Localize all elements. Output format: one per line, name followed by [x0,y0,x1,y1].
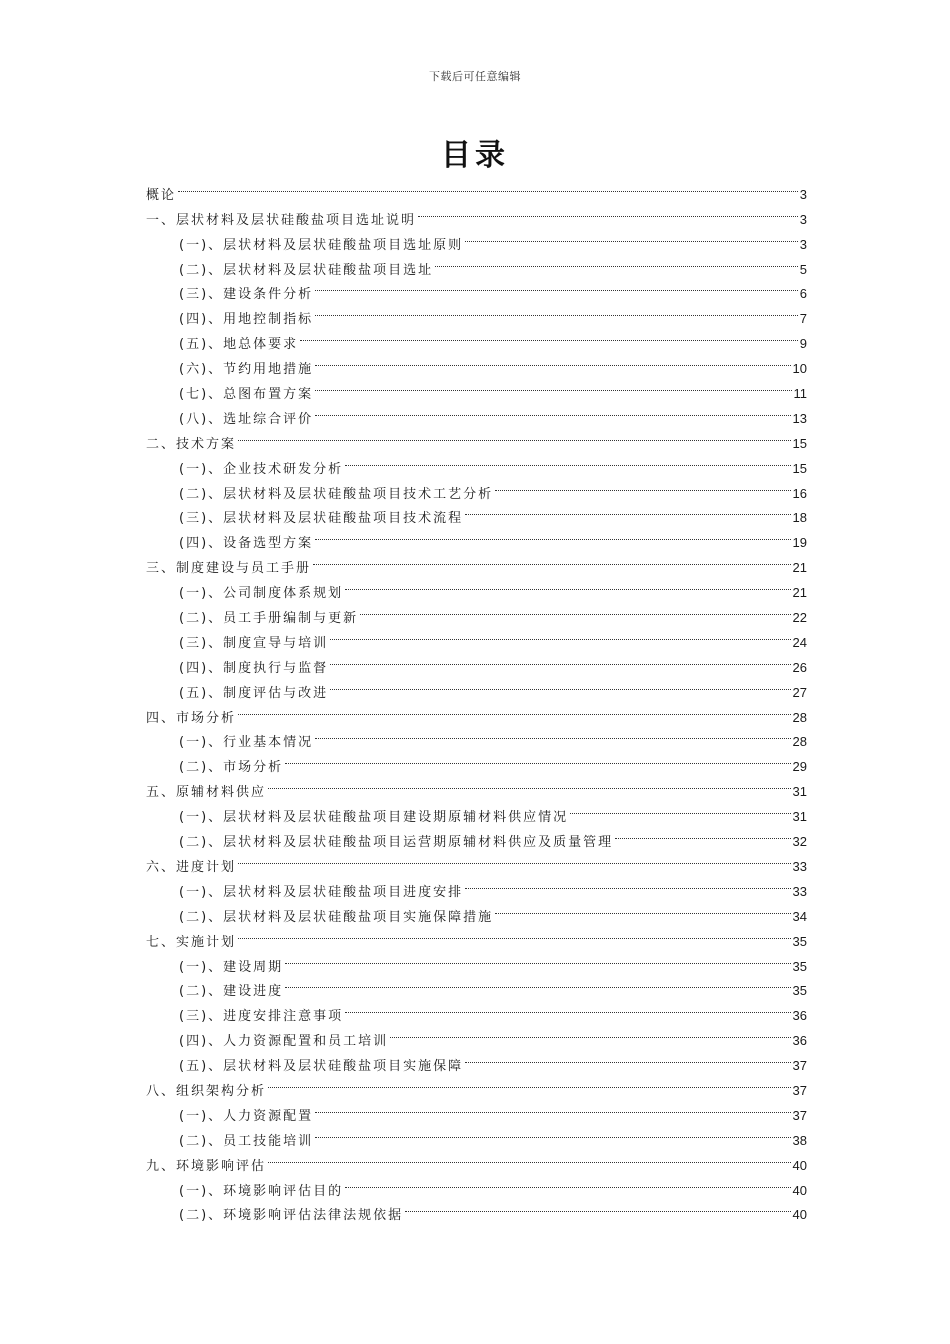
toc-page-number: 16 [792,485,807,501]
toc-chapter-entry[interactable] [146,921,807,950]
toc-entry-label: (四)、制度执行与监督 [179,660,329,676]
toc-page-number: 35 [792,958,807,974]
toc-dot-leader [465,224,798,249]
toc-page-number: 40 [792,1157,807,1173]
toc-entry-label: (二)、层状材料及层状硅酸盐项目运营期原辅材料供应及质量管理 [179,835,614,851]
toc-entry-label: (六)、节约用地措施 [179,362,314,378]
toc-dot-leader [313,547,791,572]
toc-page-number: 22 [792,610,807,626]
toc-entry-label: (三)、制度宣导与培训 [179,635,329,651]
toc-dot-leader [268,1070,791,1095]
toc-dot-leader [345,1170,790,1195]
toc-entry-label: (二)、市场分析 [179,760,284,776]
toc-page-number: 35 [792,983,807,999]
toc-dot-leader [615,821,790,846]
toc-dot-leader [390,1020,790,1045]
toc-entry-label: (五)、层状材料及层状硅酸盐项目实施保障 [179,1059,464,1075]
toc-entry-label: (一)、公司制度体系规划 [179,586,344,602]
toc-entry-label: 四、市场分析 [146,710,237,726]
toc-page-number: 26 [792,659,807,675]
toc-dot-leader [405,1195,790,1220]
toc-page-number: 3 [799,211,807,227]
toc-page-number: 21 [792,560,807,576]
toc-page-number: 34 [792,908,807,924]
toc-dot-leader [345,448,790,473]
toc-chapter-entry[interactable] [146,423,807,452]
toc-dot-leader [495,896,790,921]
toc-dot-leader [435,249,798,274]
page-header-note: 下载后可任意编辑 [429,70,521,83]
toc-page-number: 11 [793,386,807,402]
toc-entry-label: (二)、层状材料及层状硅酸盐项目选址 [179,262,434,278]
toc-entry-label: (二)、层状材料及层状硅酸盐项目实施保障措施 [179,909,494,925]
toc-page-number: 27 [792,684,807,700]
toc-dot-leader [238,423,791,448]
toc-entry-label: 三、制度建设与员工手册 [146,561,312,577]
toc-entry-label: (四)、设备选型方案 [179,536,314,552]
page-title: 目录 [441,138,509,173]
toc-entry-label: 八、组织架构分析 [146,1083,267,1099]
toc-entry-label: (二)、环境影响评估法律法规依据 [179,1208,404,1224]
toc-dot-leader [238,921,791,946]
toc-entry-label: 二、技术方案 [146,436,237,452]
toc-entry-label: (三)、层状材料及层状硅酸盐项目技术流程 [179,511,464,527]
toc-dot-leader [330,672,790,697]
toc-page-number: 15 [792,435,807,451]
toc-entry-label: (三)、进度安排注意事项 [179,1009,344,1025]
toc-page-number: 7 [799,311,807,327]
toc-page-number: 36 [792,1008,807,1024]
toc-page-number: 32 [792,834,807,850]
toc-entry-label: (四)、人力资源配置和员工培训 [179,1034,389,1050]
toc-dot-leader [315,398,790,423]
toc-entry-label: (二)、员工技能培训 [179,1133,314,1149]
toc-dot-leader [315,1095,790,1120]
toc-entry-label: (一)、环境影响评估目的 [179,1183,344,1199]
toc-entry-label: (一)、企业技术研发分析 [179,461,344,477]
toc-dot-leader [315,348,790,373]
toc-entry-label: (一)、层状材料及层状硅酸盐项目进度安排 [179,884,464,900]
toc-dot-leader [285,946,790,971]
toc-page-number: 19 [792,535,807,551]
toc-page-number: 21 [792,585,807,601]
toc-entry-label: (二)、建设进度 [179,984,284,1000]
toc-entry-label: 概论 [146,187,177,203]
toc-dot-leader [345,995,790,1020]
toc-page-number: 15 [792,460,807,476]
toc-chapter-entry[interactable] [146,846,807,875]
toc-entry-label: (七)、总图布置方案 [179,387,314,403]
toc-section-entry[interactable] [146,448,807,477]
toc-page-number: 28 [792,734,807,750]
toc-dot-leader [465,871,790,896]
toc-dot-leader [465,1045,790,1070]
toc-dot-leader [285,971,790,996]
toc-page-number: 37 [792,1082,807,1098]
toc-page-number: 29 [792,759,807,775]
toc-section-entry[interactable] [146,946,807,975]
toc-entry-label: (五)、地总体要求 [179,337,299,353]
toc-entry-label: (一)、行业基本情况 [179,735,314,751]
toc-page-number: 31 [792,784,807,800]
toc-dot-leader [268,1145,791,1170]
toc-page-number: 9 [799,336,807,352]
toc-page-number: 3 [799,186,807,202]
toc-dot-leader [315,522,790,547]
toc-entry-label: (一)、层状材料及层状硅酸盐项目选址原则 [179,237,464,253]
toc-page-number: 35 [792,933,807,949]
toc-dot-leader [330,647,790,672]
toc-entry-label: (一)、人力资源配置 [179,1108,314,1124]
toc-dot-leader [360,597,790,622]
toc-dot-leader [315,373,791,398]
toc-dot-leader [300,323,798,348]
toc-dot-leader [315,722,790,747]
toc-chapter-entry[interactable] [146,697,807,726]
toc-entry-label: (一)、建设周期 [179,959,284,975]
toc-page-number: 18 [792,510,807,526]
toc-dot-leader [178,174,798,199]
toc-dot-leader [495,473,790,498]
toc-page-number: 36 [792,1033,807,1049]
toc-page-number: 37 [792,1107,807,1123]
toc-entry-label: 九、环境影响评估 [146,1158,267,1174]
toc-dot-leader [345,572,790,597]
toc-dot-leader [285,746,790,771]
toc-page-number: 5 [799,261,807,277]
toc-page-number: 31 [792,809,807,825]
toc-dot-leader [465,498,790,523]
toc-entry-label: (二)、层状材料及层状硅酸盐项目技术工艺分析 [179,486,494,502]
toc-dot-leader [238,846,791,871]
toc-section-entry[interactable] [146,871,807,900]
toc-entry-label: (五)、制度评估与改进 [179,685,329,701]
toc-dot-leader [330,622,790,647]
toc-entry-label: 七、实施计划 [146,934,237,950]
toc-dot-leader [315,1120,790,1145]
toc-page-number: 13 [792,410,807,426]
toc-page-number: 37 [792,1058,807,1074]
toc-page-number: 3 [799,236,807,252]
toc-chapter-entry[interactable] [146,199,807,228]
toc-page-number: 33 [792,883,807,899]
toc-entry-label: 五、原辅材料供应 [146,785,267,801]
toc-entry-label: (一)、层状材料及层状硅酸盐项目建设期原辅材料供应情况 [179,810,569,826]
toc-chapter-entry[interactable] [146,174,807,203]
toc-dot-leader [315,274,798,299]
toc-dot-leader [238,697,791,722]
toc-entry-label: 一、层状材料及层状硅酸盐项目选址说明 [146,212,417,228]
toc-entry-label: (四)、用地控制指标 [179,312,314,328]
toc-dot-leader [315,298,798,323]
toc-page-number: 38 [792,1132,807,1148]
toc-page-number: 10 [792,361,807,377]
toc-page-number: 40 [792,1182,807,1198]
toc-page-number: 6 [799,286,807,302]
toc-dot-leader [268,771,791,796]
toc-section-entry[interactable] [146,722,807,751]
toc-entry-label: (八)、选址综合评价 [179,411,314,427]
toc-dot-leader [570,796,790,821]
toc-page-number: 33 [792,858,807,874]
toc-page-number: 24 [792,634,807,650]
toc-page-number: 28 [792,709,807,725]
toc-dot-leader [418,199,798,224]
table-of-contents [146,174,807,1224]
toc-page-number: 40 [792,1207,807,1223]
toc-entry-label: 六、进度计划 [146,859,237,875]
toc-entry-label: (二)、员工手册编制与更新 [179,611,359,627]
toc-entry-label: (三)、建设条件分析 [179,287,314,303]
